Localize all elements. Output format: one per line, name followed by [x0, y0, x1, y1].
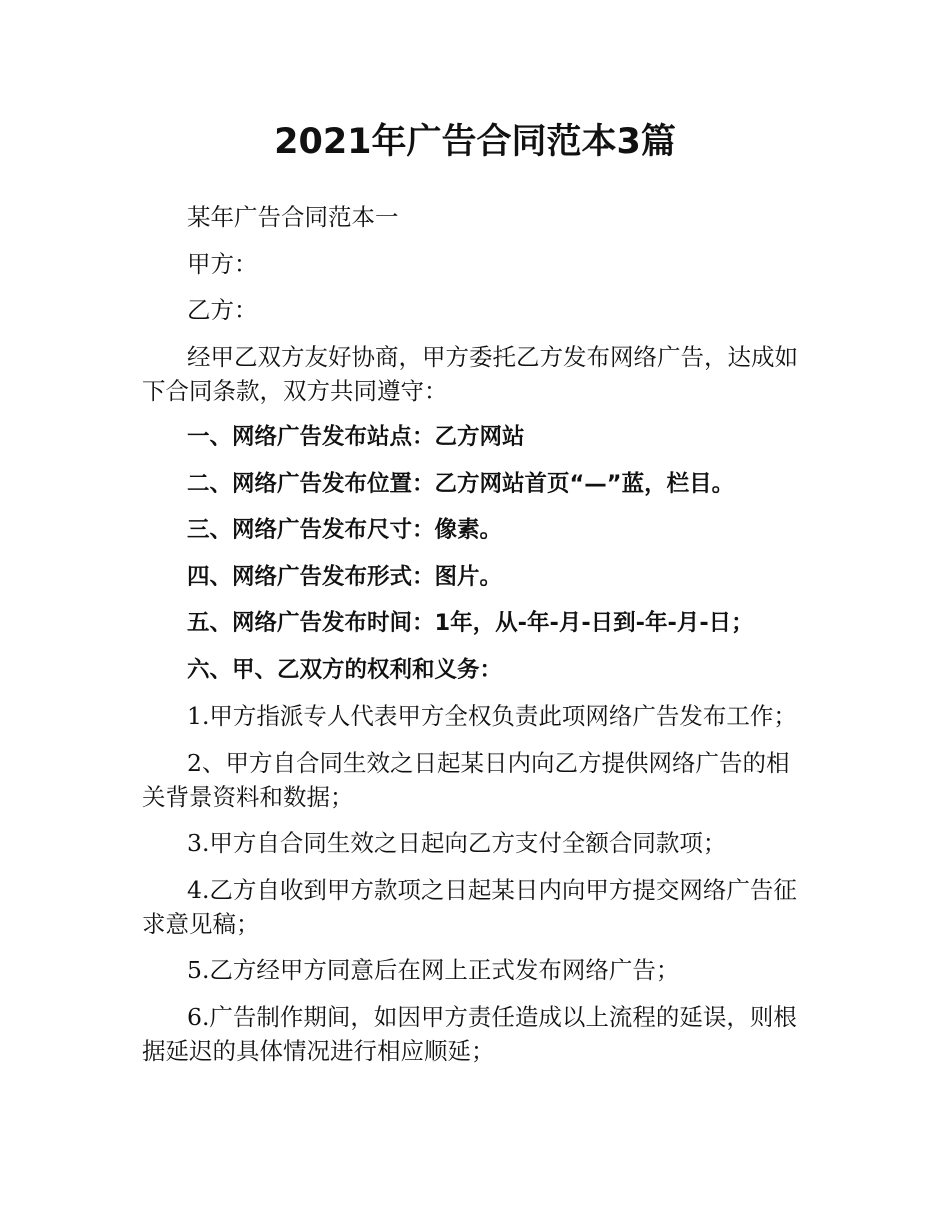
paragraph-party-b: 乙方： — [187, 296, 258, 324]
paragraph-party-a: 甲方： — [187, 249, 258, 278]
clause-1-site: 一、网络广告发布站点：乙方网站 — [187, 424, 525, 450]
clause-6-rights: 六、甲、乙双方的权利和义务： — [187, 656, 503, 683]
paragraph-contract-heading: 某年广告合同范本一 — [187, 203, 399, 231]
item-5: 5.乙方经甲方同意后在网上正式发布网络广告； — [187, 956, 680, 984]
paragraph-intro: 经甲乙双方友好协商，甲方委托乙方发布网络广告，达成如下合同条款，双方共同遵守： — [142, 342, 798, 405]
document-title: 2021年广告合同范本3篇 — [274, 122, 676, 162]
clause-3-size: 三、网络广告发布尺寸：像素。 — [187, 517, 503, 543]
document-body — [142, 200, 810, 1080]
clause-2-position: 二、网络广告发布位置：乙方网站首页“—”蓝，栏目。 — [187, 470, 735, 497]
item-4: 4.乙方自收到甲方款项之日起某日内向甲方提交网络广告征求意见稿； — [142, 875, 797, 938]
item-1: 1.甲方指派专人代表甲方全权负责此项网络广告发布工作； — [187, 702, 797, 730]
item-2: 2、甲方自合同生效之日起某日内向乙方提供网络广告的相关背景资料和数据； — [142, 748, 790, 811]
clause-5-time: 五、网络广告发布时间：1年，从-年-月-日到-年-月-日； — [187, 610, 754, 636]
item-3: 3.甲方自合同生效之日起向乙方支付全额合同款项； — [187, 829, 727, 857]
clause-4-format: 四、网络广告发布形式：图片。 — [187, 563, 503, 590]
item-6: 6.广告制作期间，如因甲方责任造成以上流程的延误，则根据延迟的具体情况进行相应顺延； — [142, 1002, 797, 1065]
